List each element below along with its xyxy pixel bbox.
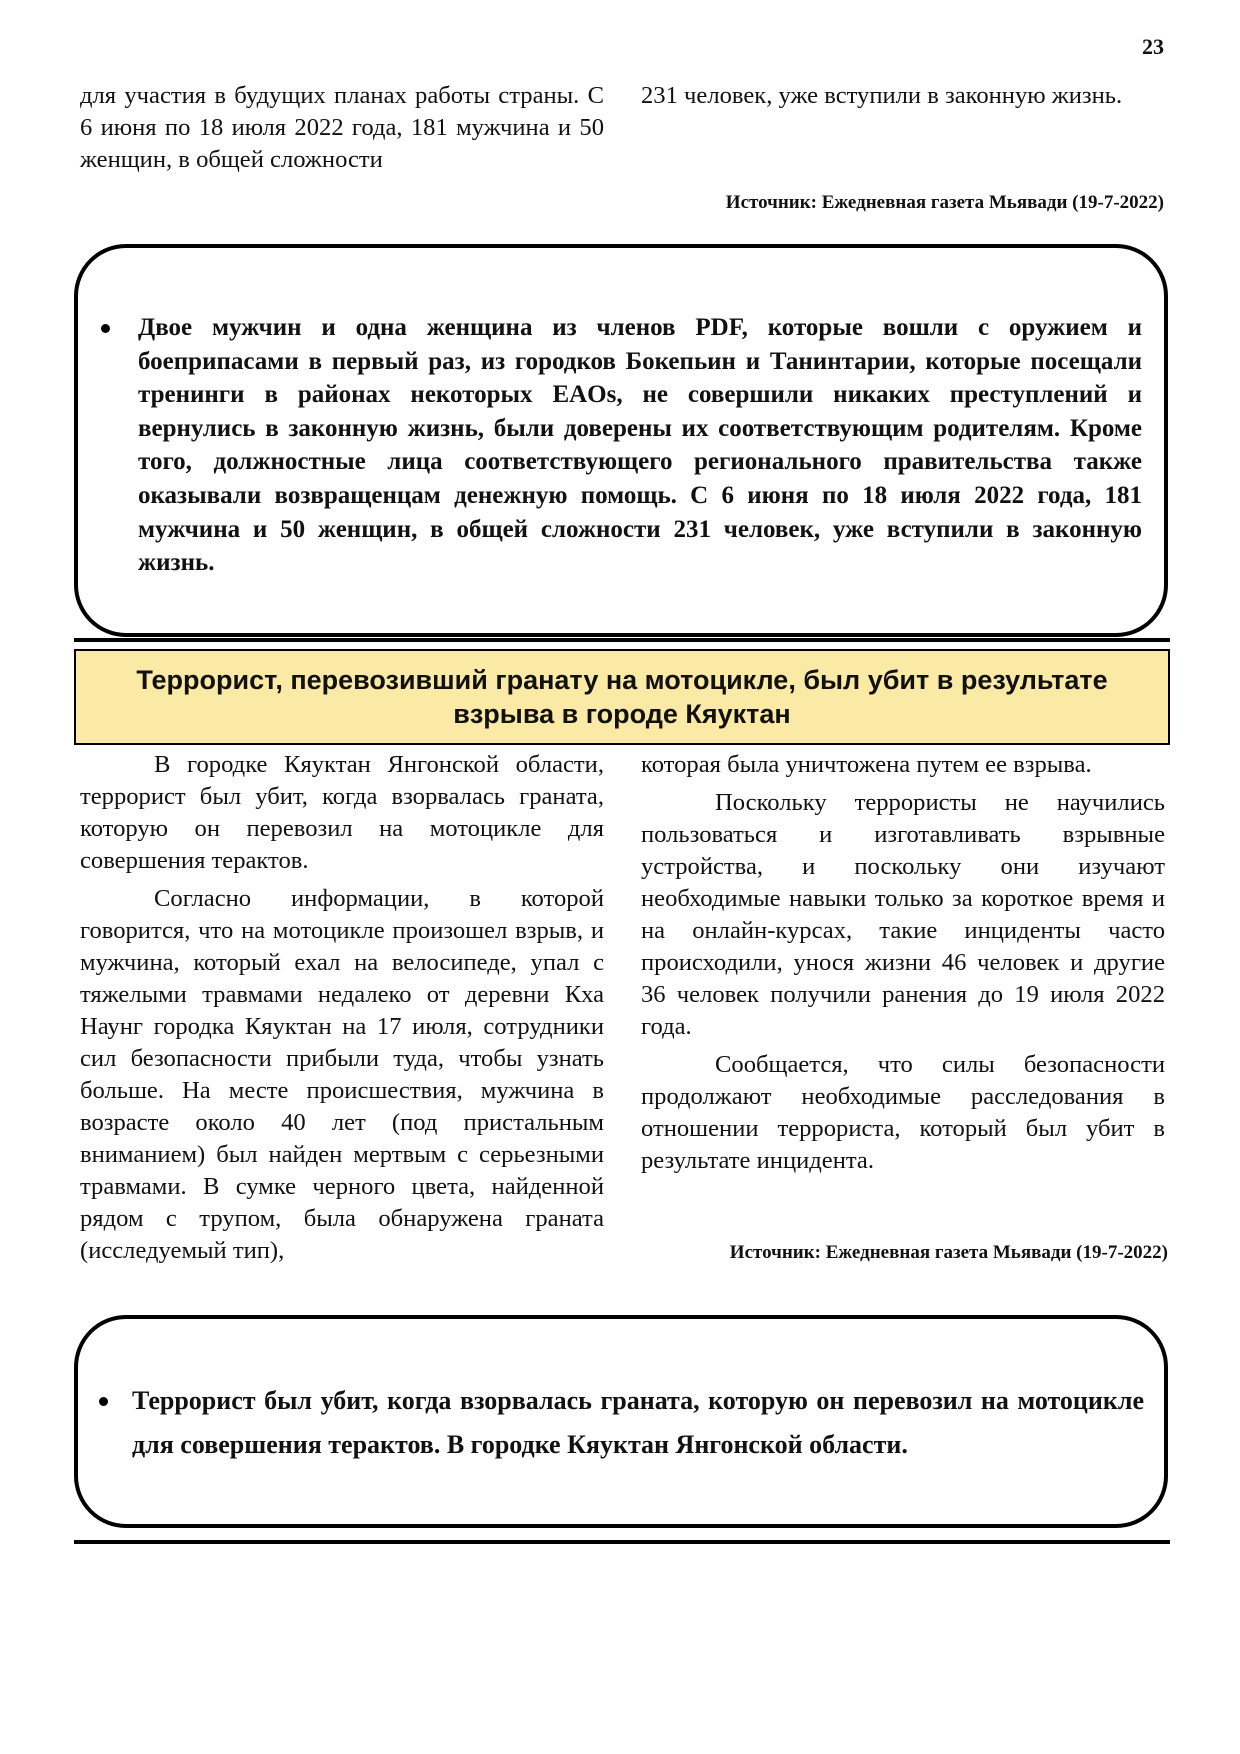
summary-2-bullet-item (132, 1379, 1144, 1467)
article-left-paragraph-1: В городке Кяуктан Янгонской области, террорист был убит, когда взорвалась граната, которую он перевозил на мотоцикле для совершения терактов. (80, 751, 604, 874)
article-headline (136, 663, 1107, 731)
article-left-paragraph-2: Согласно информации, в которой говорится, что на мотоцикле произошел взрыв, и мужчина, который ехал на велосипеде, упал с тяжелыми травмами недалеко от деревни Кха Наунг городка Кяуктан на 17 июля, сотрудники сил безопасности прибыли туда, чтобы узнать больше. На месте происшествия, мужчина в возрасте около 40 лет (под пристальным вниманием) был найден мертвым с серьезными травмами. В сумке черного цвета, найденной рядом с трупом, была обнаружена граната (исследуемый тип), (80, 885, 604, 1264)
article-left-column (80, 749, 604, 1267)
separator-rule-top (74, 638, 1170, 642)
article-right-paragraph-2: Поскольку террористы не научились пользоваться и изготавливать взрывные устройства, и поскольку они изучают необходимые навыки только за короткое время и на онлайн-курсах, такие инциденты часто происходили, унося жизни 46 человек и другие 36 человек получили ранения до 19 июля 2022 года. (641, 789, 1165, 1040)
bullet-icon (101, 324, 110, 333)
headline-box (74, 649, 1170, 745)
article-source: Источник: Ежедневная газета Мьявади (19-7-2022) (729, 1242, 1168, 1263)
page-number: 23 (1142, 34, 1164, 59)
separator-rule-bottom (74, 1540, 1170, 1544)
top-article-left-text: для участия в будущих планах работы страны. С 6 июня по 18 июля 2022 года, 181 мужчина и 50 женщин, в общей сложности (80, 82, 604, 173)
article-right-column (641, 749, 1165, 1267)
summary-1-text: Двое мужчин и одна женщина из членов PDF, которые вошли с оружием и боеприпасами в первый раз, из городков Бокепьин и Танинтарии, которые посещали тренинги в районах некоторых EAOs, не совершили никаких преступлений и вернулись в законную жизнь, были доверены их соответствующим родителям. Кроме того, должностные лица соответствующего регионального правительства также оказывали возвращенцам денежную помощь. С 6 июня по 18 июля 2022 года, 181 мужчина и 50 женщин, в общей сложности 231 человек, уже вступили в законную жизнь. (138, 314, 1142, 577)
summary-box-2 (74, 1315, 1168, 1528)
top-article-left-column (80, 80, 604, 176)
top-article-right-column (641, 80, 1165, 176)
article-right-paragraph-3: Сообщается, что силы безопасности продолжают необходимые расследования в отношении террориста, который был убит в результате инцидента. (641, 1051, 1165, 1174)
summary-2-text: Террорист был убит, когда взорвалась граната, которую он перевозил на мотоцикле для совершения терактов. В городке Кяуктан Янгонской области. (132, 1386, 1144, 1459)
headline-line-1: Террорист, перевозивший гранату на мотоцикле, был убит в результате (136, 665, 1108, 695)
article-right-paragraph-1: которая была уничтожена путем ее взрыва. (641, 751, 1092, 778)
summary-1-bullet-item (138, 311, 1142, 580)
top-article-columns (80, 80, 1165, 176)
article-columns (80, 749, 1165, 1267)
top-article-right-text: 231 человек, уже вступили в законную жизнь. (641, 82, 1123, 109)
bullet-icon (99, 1397, 108, 1406)
headline-line-2: взрыва в городе Кяуктан (453, 699, 791, 729)
summary-box-1 (74, 244, 1168, 637)
top-article-source: Источник: Ежедневная газета Мьявади (19-7-2022) (725, 192, 1164, 213)
